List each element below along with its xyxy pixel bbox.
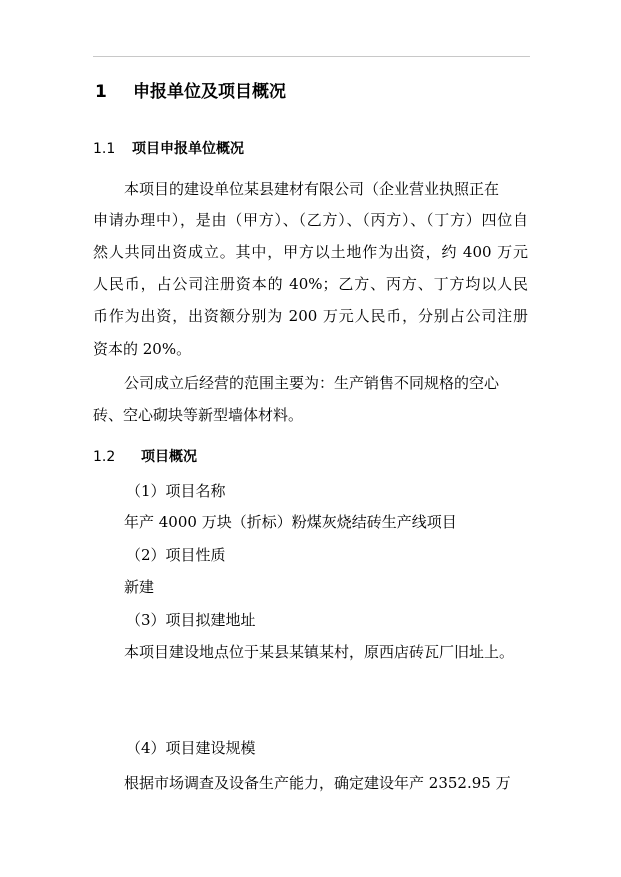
item-label: （3）项目拟建地址: [126, 611, 256, 629]
header-rule: [93, 56, 530, 57]
paragraph-line: 本项目的建设单位某县建材有限公司（企业营业执照正在: [124, 180, 500, 198]
item-label: （2）项目性质: [126, 546, 226, 564]
item-text: 年产 4000 万块（折标）粉煤灰烧结砖生产线项目: [124, 513, 457, 531]
paragraph-line: 人民币，占公司注册资本的 40%；乙方、丙方、丁方均以人民: [93, 275, 528, 293]
section-title: 项目申报单位概况: [132, 141, 244, 157]
item-text: 新建: [124, 578, 155, 596]
paragraph-line: 砖、空心砌块等新型墙体材料。: [93, 406, 304, 424]
chapter-number: 1: [95, 82, 107, 102]
section-title: 项目概况: [141, 449, 197, 465]
item-text: 本项目建设地点位于某县某镇某村，原西店砖瓦厂旧址上。: [124, 643, 515, 661]
paragraph-line: 申请办理中），是由（甲方）、（乙方）、（丙方）、（丁方）四位自: [93, 211, 528, 229]
chapter-title: 申报单位及项目概况: [133, 82, 286, 102]
paragraph-line: 然人共同出资成立。其中，甲方以土地作为出资，约 400 万元: [93, 243, 528, 261]
item-text: 根据市场调查及设备生产能力，确定建设年产 2352.95 万: [124, 774, 511, 792]
section-number: 1.1: [93, 141, 116, 157]
paragraph-line: 公司成立后经营的范围主要为：生产销售不同规格的空心: [124, 374, 500, 392]
section-number: 1.2: [93, 449, 116, 465]
paragraph-line: 币作为出资，出资额分别为 200 万元人民币，分别占公司注册: [93, 307, 528, 325]
paragraph-line: 资本的 20%。: [93, 340, 192, 358]
item-label: （1）项目名称: [126, 482, 226, 500]
item-label: （4）项目建设规模: [126, 739, 256, 757]
